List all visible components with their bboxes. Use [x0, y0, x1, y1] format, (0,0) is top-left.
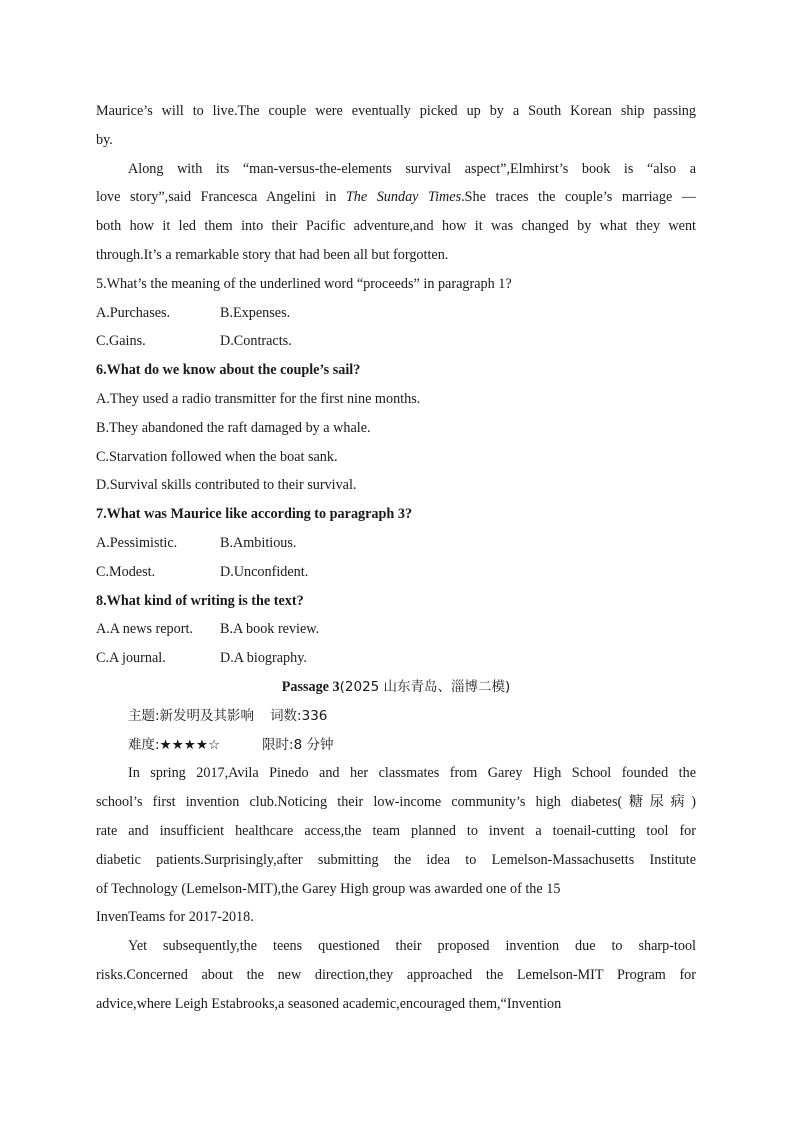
- option-d: D.A biography.: [220, 650, 307, 667]
- option-c: C.A journal.: [96, 650, 166, 667]
- passage-text-line: advice,where Leigh Estabrooks,a seasoned academic,encouraged them,“Invention: [96, 995, 562, 1012]
- time-label: 限时:8 分钟: [262, 736, 334, 753]
- passage-source: (2025 山东青岛、淄博二模): [339, 678, 511, 695]
- passage-text-line: risks.Concerned about the new direction,they approached the Lemelson-MIT Program for: [96, 966, 696, 983]
- question-stem: 7.What was Maurice like according to paragraph 3?: [96, 506, 413, 523]
- question-stem: 5.What’s the meaning of the underlined word “proceeds” in paragraph 1?: [96, 275, 512, 292]
- option-row: [96, 558, 696, 587]
- option-a: A.A news report.: [96, 621, 193, 638]
- option-row: [96, 299, 696, 328]
- passage-text-line: by.: [96, 131, 113, 148]
- passage-meta-row: [96, 731, 696, 760]
- option-row: [96, 529, 696, 558]
- option-row: [96, 327, 696, 356]
- difficulty-label: 难度:★★★★☆: [128, 736, 221, 753]
- passage-text-line: both how it led them into their Pacific adventure,and how it was changed by what they went: [96, 218, 696, 235]
- passage-text-span: love story”,said Francesca Angelini in: [96, 189, 346, 206]
- option-b: B.Expenses.: [220, 304, 291, 321]
- passage-text-line: InvenTeams for 2017-2018.: [96, 909, 254, 926]
- wordcount-label: 词数:336: [270, 707, 328, 724]
- passage-text-line: of Technology (Lemelson-MIT),the Garey High group was awarded one of the 15: [96, 880, 561, 897]
- passage-text-line: rate and insufficient healthcare access,the team planned to invent a toenail-cutting tool for: [96, 822, 696, 839]
- option-c: C.Modest.: [96, 563, 156, 580]
- option-b: B.A book review.: [220, 621, 320, 638]
- option-a: A.Pessimistic.: [96, 534, 178, 551]
- option-c: C.Starvation followed when the boat sank.: [96, 448, 338, 465]
- passage-text-line: through.It’s a remarkable story that had been all but forgotten.: [96, 246, 449, 263]
- passage-text-line: [96, 183, 696, 212]
- option-d: D.Contracts.: [220, 333, 292, 350]
- option-d: D.Unconfident.: [220, 563, 309, 580]
- option-d: D.Survival skills contributed to their survival.: [96, 477, 357, 494]
- question-stem: 8.What kind of writing is the text?: [96, 592, 304, 609]
- document-content: [96, 97, 696, 1019]
- passage-title: [96, 673, 696, 702]
- passage-text-line: Along with its “man-versus-the-elements survival aspect”,Elmhirst’s book is “also a: [128, 160, 696, 177]
- option-b: B.Ambitious.: [220, 534, 297, 551]
- question-stem: 6.What do we know about the couple’s sail?: [96, 362, 361, 379]
- passage-text-line: In spring 2017,Avila Pinedo and her classmates from Garey High School founded the: [128, 765, 696, 782]
- passage-text-span: .She traces the couple’s marriage —: [461, 189, 696, 206]
- passage-text-line: diabetic patients.Surprisingly,after submitting the idea to Lemelson-Massachusetts Institute: [96, 851, 696, 868]
- option-row: [96, 615, 696, 644]
- option-row: [96, 644, 696, 673]
- theme-label: 主题:新发明及其影响: [128, 707, 255, 724]
- option-a: A.They used a radio transmitter for the first nine months.: [96, 390, 421, 407]
- passage-text-line: school’s first invention club.Noticing their low-income community’s high diabetes(糖尿病): [96, 794, 696, 811]
- option-b: B.They abandoned the raft damaged by a whale.: [96, 419, 371, 436]
- passage-title-text: Passage 3: [281, 678, 340, 695]
- passage-text-line: Yet subsequently,the teens questioned their proposed invention due to sharp-tool: [128, 938, 696, 955]
- option-c: C.Gains.: [96, 333, 146, 350]
- passage-meta-row: [96, 702, 696, 731]
- publication-title: The Sunday Times: [345, 189, 462, 206]
- passage-text-line: Maurice’s will to live.The couple were eventually picked up by a South Korean ship passing: [96, 103, 696, 119]
- option-a: A.Purchases.: [96, 304, 171, 321]
